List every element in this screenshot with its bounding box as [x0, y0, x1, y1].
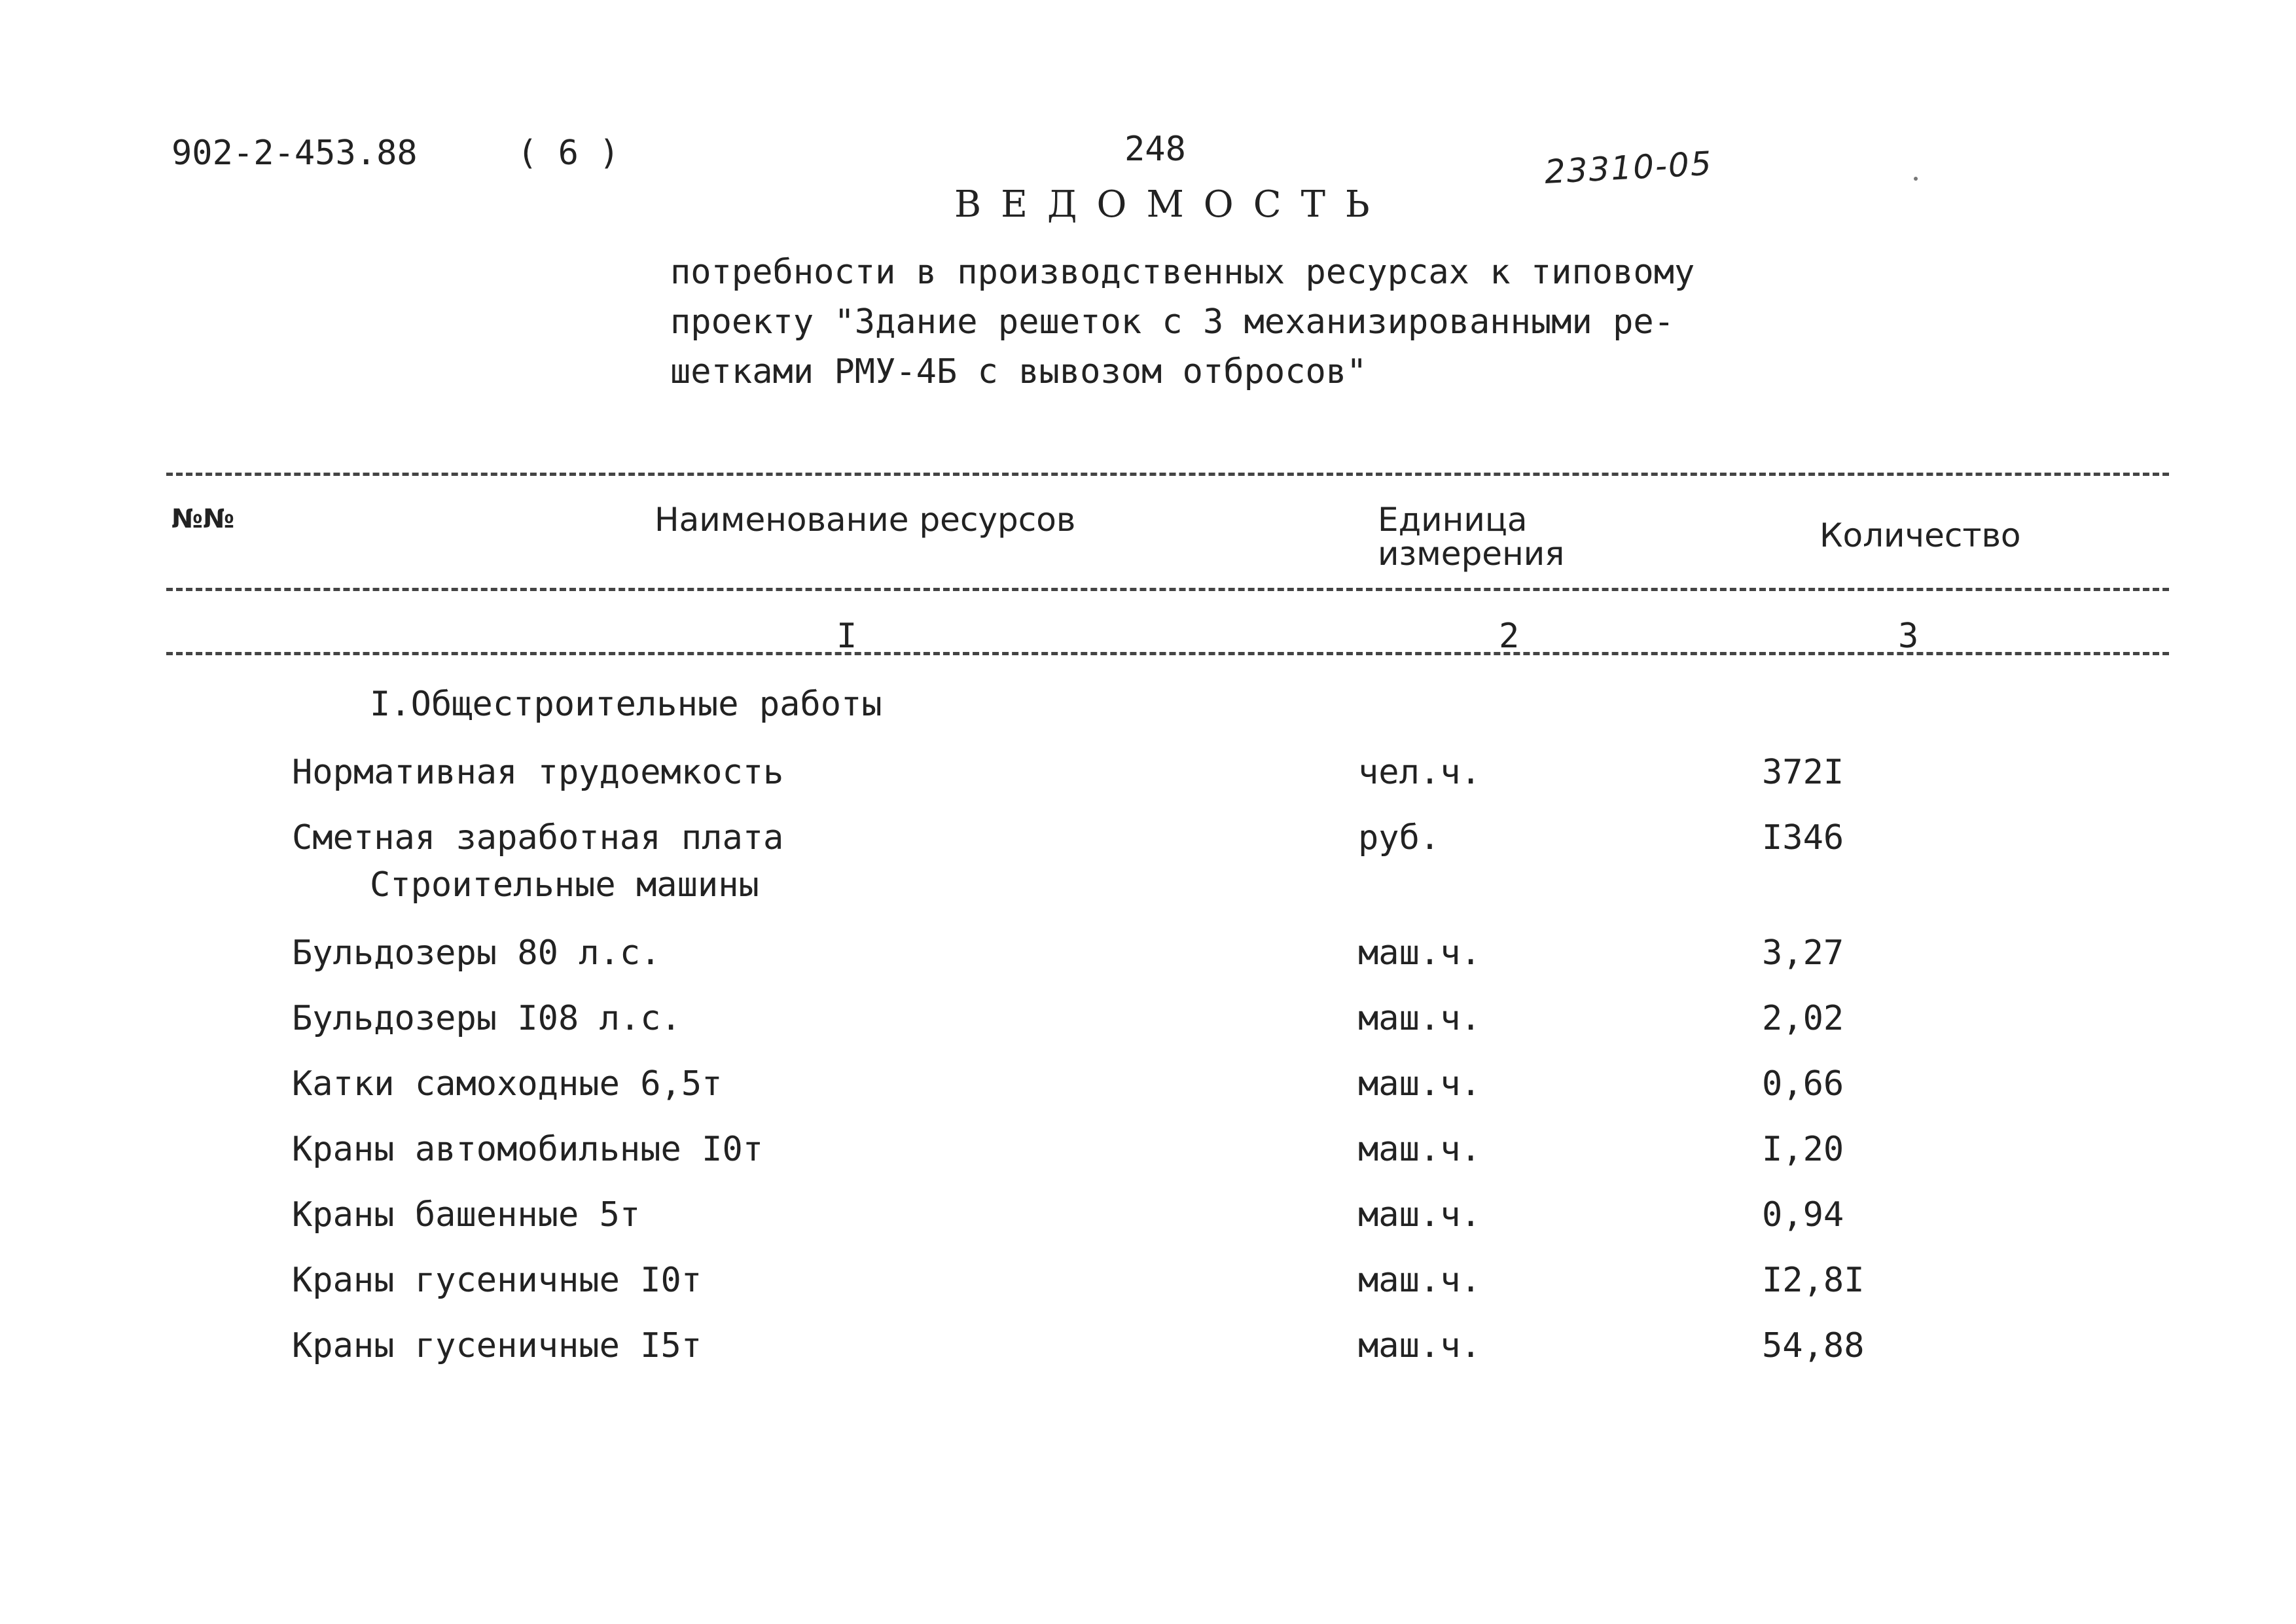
stray-dot: [1914, 177, 1918, 181]
row-name: Сметная заработная плата: [292, 818, 784, 857]
table-row: [0, 999, 2296, 1045]
row-unit: маш.ч.: [1358, 1326, 1481, 1365]
table-top-rule: [166, 473, 2169, 476]
table-row: [0, 1130, 2296, 1176]
row-qty: 54,88: [1762, 1326, 1865, 1365]
unit-column-header-line1: Единица: [1378, 501, 1528, 539]
column-number-3: 3: [1898, 617, 1919, 656]
table-row: [0, 1195, 2296, 1241]
subtitle-line-1: потребности в производственных ресурсах к типовому: [670, 253, 1695, 292]
row-unit: маш.ч.: [1358, 999, 1481, 1038]
subtitle-line-2: проекту "Здание решеток с 3 механизированными ре-: [670, 302, 1675, 342]
table-row: [0, 818, 2296, 864]
row-name: Краны автомобильные I0т: [292, 1130, 764, 1169]
column-number-1: I: [836, 617, 857, 656]
table-row: [0, 1326, 2296, 1372]
row-name: Нормативная трудоемкость: [292, 753, 784, 792]
row-qty: 2,02: [1762, 999, 1844, 1038]
row-name: Бульдозеры I08 л.с.: [292, 999, 681, 1038]
row-unit: чел.ч.: [1358, 753, 1481, 792]
subsection-title: Строительные машины: [370, 865, 759, 905]
sheet-mark: ( 6 ): [517, 134, 620, 173]
row-unit: маш.ч.: [1358, 933, 1481, 973]
table-row: [0, 933, 2296, 979]
row-unit: маш.ч.: [1358, 1130, 1481, 1169]
row-name: Бульдозеры 80 л.с.: [292, 933, 661, 973]
row-name: Катки самоходные 6,5т: [292, 1064, 723, 1104]
row-unit: маш.ч.: [1358, 1064, 1481, 1104]
row-unit: маш.ч.: [1358, 1261, 1481, 1300]
table-row: [0, 1261, 2296, 1307]
name-column-header: Наименование ресурсов: [655, 501, 1076, 539]
row-qty: 3,27: [1762, 933, 1844, 973]
table-row: [0, 753, 2296, 799]
num-column-header: №№: [171, 504, 235, 534]
section-title: I.Общестроительные работы: [370, 685, 882, 724]
row-unit: руб.: [1358, 818, 1441, 857]
row-qty: 372I: [1762, 753, 1844, 792]
column-number-2: 2: [1499, 617, 1520, 656]
row-qty: I346: [1762, 818, 1844, 857]
row-name: Краны башенные 5т: [292, 1195, 641, 1235]
row-name: Краны гусеничные I0т: [292, 1261, 702, 1300]
handwritten-code: 23310-05: [1543, 144, 1713, 191]
row-unit: маш.ч.: [1358, 1195, 1481, 1235]
header-bottom-rule: [166, 588, 2169, 591]
page-number: 248: [1124, 130, 1186, 169]
row-qty: 0,66: [1762, 1064, 1844, 1104]
table-row: [0, 1064, 2296, 1110]
document-title: ВЕДОМОСТЬ: [954, 183, 1390, 226]
column-numbers-rule: [166, 652, 2169, 655]
document-code: 902-2-453.88: [171, 134, 418, 173]
unit-column-header-line2: измерения: [1378, 535, 1565, 573]
row-qty: 0,94: [1762, 1195, 1844, 1235]
qty-column-header: Количество: [1820, 516, 2021, 554]
subtitle-line-3: шетками РМУ-4Б с вывозом отбросов": [670, 352, 1367, 391]
row-qty: I2,8I: [1762, 1261, 1865, 1300]
row-name: Краны гусеничные I5т: [292, 1326, 702, 1365]
row-qty: I,20: [1762, 1130, 1844, 1169]
